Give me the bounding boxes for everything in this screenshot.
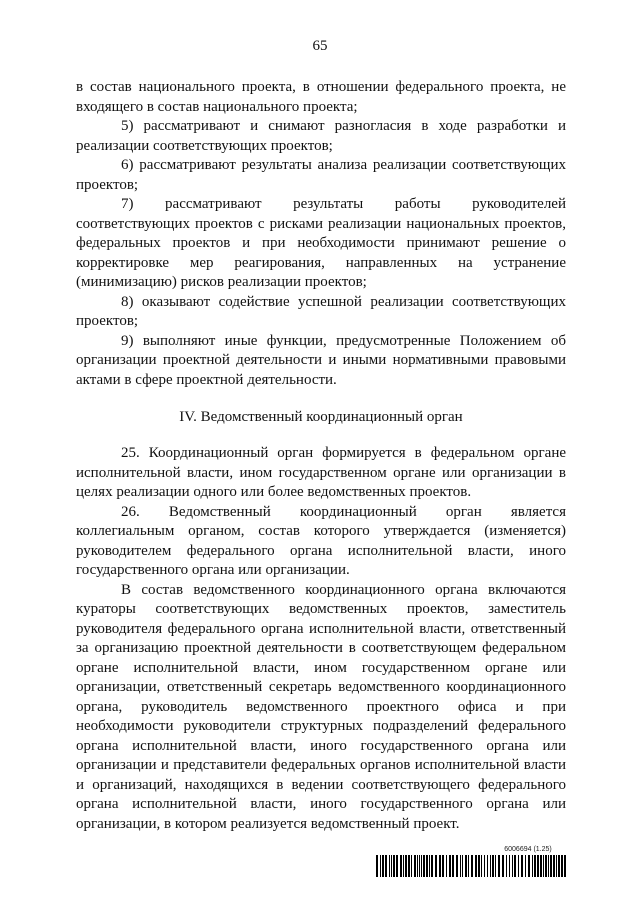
paragraph-continuation: в состав национального проекта, в отношении федерального проекта, не входящего в состав национального проекта; bbox=[76, 79, 566, 115]
list-item-9: 9) выполняют иные функции, предусмотренные Положением об организации проектной деятельности и иными нормативными правовыми актами в сфере проектной деятельности. bbox=[76, 332, 566, 388]
document-body bbox=[76, 78, 566, 834]
clause-25: 25. Координационный орган формируется в федеральном органе исполнительной власти, ином государственном органе или организации в целях реализации одного или более ведомственных проектов. bbox=[76, 445, 566, 500]
list-item-6: 6) рассматривают результаты анализа реализации соответствующих проектов; bbox=[76, 157, 566, 193]
document-code: 6006694 (1.25) bbox=[504, 846, 552, 853]
barcode bbox=[376, 855, 566, 877]
clause-26: 26. Ведомственный координационный орган является коллегиальным органом, состав которого утверждается (изменяется) руководителем федерального органа исполнительной власти, иного государственного органа или организации. bbox=[76, 503, 566, 578]
section-heading: IV. Ведомственный координационный орган bbox=[179, 409, 463, 425]
page-number: 65 bbox=[312, 38, 328, 54]
list-item-5: 5) рассматривают и снимают разногласия в ходе разработки и реализации соответствующих проектов; bbox=[76, 118, 566, 154]
composition-paragraph: В состав ведомственного координационного органа включаются кураторы соответствующих ведомственных проектов, заместитель руководителя федерального органа исполнительной власти, ответственный за организацию проектной деятельности в соответствующем федеральном органе исполнительной власти, ином государственном органе или организации, ответственный секретарь ведомственного координационного органа, руководитель ведомственного проектного офиса и при необходимости руководители структурных подразделений федерального органа исполнительной власти, иного государственного органа или организации и представители федеральных органов исполнительной власти и организаций, находящихся в ведении соответствующего федерального органа исполнительной власти, иного государственного органа или организации, в котором реализуется ведомственный проект. bbox=[76, 581, 566, 832]
list-item-7: 7) рассматривают результаты работы руководителей соответствующих проектов с рисками реализации национальных проектов, федеральных проектов и при необходимости принимают решение о корректировке мер реагирования, направленных на устранение (минимизацию) рисков реализации проектов; bbox=[76, 196, 566, 290]
list-item-8: 8) оказывают содействие успешной реализации соответствующих проектов; bbox=[76, 293, 566, 329]
